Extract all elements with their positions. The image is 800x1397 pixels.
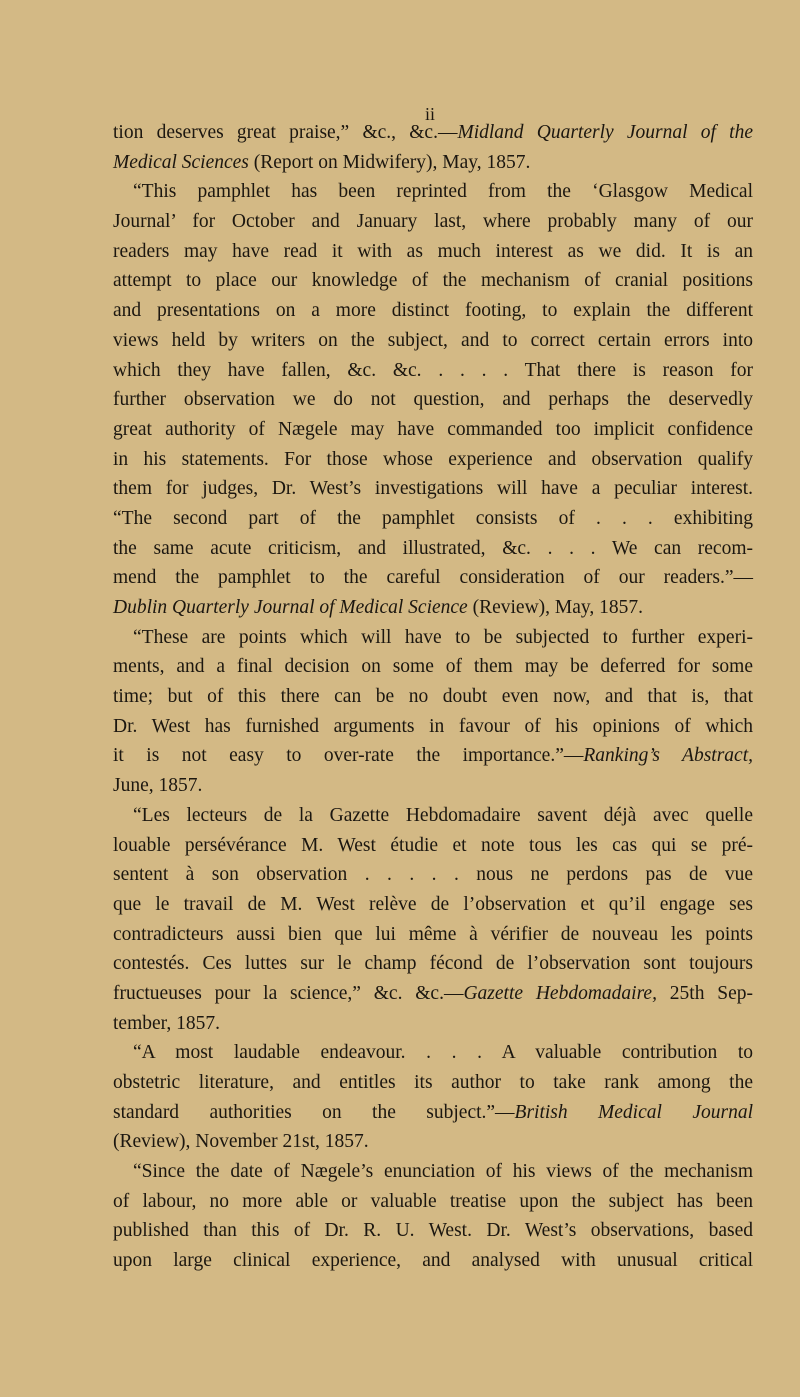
page-number: ii (424, 104, 435, 124)
line-text: attempt to place our knowledge of the mechanism of cranial positions (113, 270, 753, 292)
line-text: which they have fallen, &c. &c. . . . . That there is reason for (113, 359, 753, 381)
line-text: published than this of Dr. R. U. West. Dr. West’s observations, based (113, 1220, 753, 1242)
citation-text: Medical Sciences (113, 151, 249, 173)
citation-text: Ranking’s Abstract, (583, 745, 753, 767)
line-text: standard authorities on the subject.”— (113, 1101, 515, 1123)
line-text: contestés. Ces luttes sur le champ fécond de l’observation sont toujours (113, 953, 753, 975)
line-text: fructueuses pour la science,” &c. &c.— (113, 982, 464, 1004)
text-line (113, 237, 753, 267)
text-line (113, 1157, 753, 1187)
body-text (113, 118, 753, 1276)
text-line (113, 831, 753, 861)
text-line (113, 177, 753, 207)
citation-text: Gazette Hebdomadaire, (463, 982, 657, 1004)
text-line (113, 949, 753, 979)
citation-text: Dublin Quarterly Journal of Medical Science (113, 597, 468, 618)
text-line (113, 801, 753, 831)
line-text: further observation we do not question, and perhaps the deservedly (113, 389, 753, 411)
line-text: sentent à son observation . . . . . nous ne perdons pas de vue (113, 864, 753, 886)
text-line (113, 207, 753, 237)
text-line (113, 741, 753, 771)
line-text: (Review), May, 1857. (467, 597, 643, 618)
line-text: obstetric literature, and entitles its author to take rank among the (113, 1072, 753, 1093)
citation-text: Midland Quarterly Journal of the (457, 122, 753, 143)
line-text: upon large clinical experience, and analysed with unusual critical (113, 1250, 753, 1272)
line-text: ments, and a final decision on some of them may be deferred for some (113, 656, 753, 678)
text-line (113, 534, 753, 564)
text-line (113, 712, 753, 742)
text-line (113, 1216, 753, 1246)
text-line (113, 652, 753, 682)
text-line (113, 771, 753, 801)
line-text: tion deserves great praise,” &c., &c.— (113, 122, 458, 143)
text-line (113, 593, 753, 623)
line-text: (Review), November 21st, 1857. (113, 1131, 369, 1153)
line-text: in his statements. For those whose experience and observation qualify (113, 448, 753, 470)
citation-text: British Medical Journal (514, 1101, 753, 1123)
text-line (113, 1127, 753, 1157)
line-text: mend the pamphlet to the careful consideration of our readers.”— (113, 567, 753, 589)
text-line (113, 1009, 753, 1039)
text-line (113, 445, 753, 475)
line-text: “Les lecteurs de la Gazette Hebdomadaire savent déjà avec quelle (133, 804, 753, 826)
text-line (113, 504, 753, 534)
text-line (113, 860, 753, 890)
text-line (113, 148, 753, 178)
line-text: it is not easy to over-rate the importance.”— (113, 745, 584, 767)
line-text: of labour, no more able or valuable treatise upon the subject has been (113, 1190, 753, 1212)
text-line (113, 682, 753, 712)
line-text: views held by writers on the subject, and to correct certain errors into (113, 329, 753, 351)
text-line (113, 623, 753, 653)
line-text: Journal’ for October and January last, where probably many of our (113, 211, 753, 233)
text-line (113, 356, 753, 386)
line-text: louable persévérance M. West étudie et note tous les cas qui se pré- (113, 834, 753, 856)
text-line (113, 474, 753, 504)
text-line (113, 118, 753, 148)
line-text: que le travail de M. West relève de l’observation et qu’il engage ses (113, 893, 753, 915)
line-text: Dr. West has furnished arguments in favour of his opinions of which (113, 715, 753, 737)
text-line (113, 1038, 753, 1068)
line-text: “A most laudable endeavour. . . . A valuable contribution to (133, 1042, 753, 1064)
line-text: and presentations on a more distinct footing, to explain the different (113, 300, 753, 322)
line-text: great authority of Nægele may have commanded too implicit confidence (113, 418, 753, 440)
text-line (113, 1098, 753, 1128)
text-line (113, 266, 753, 296)
line-text: June, 1857. (113, 775, 203, 797)
text-line (113, 1187, 753, 1217)
text-line (113, 563, 753, 593)
line-text: “These are points which will have to be subjected to further experi- (133, 626, 753, 648)
text-line (113, 296, 753, 326)
text-line (113, 1068, 753, 1098)
text-line (113, 326, 753, 356)
line-text: (Report on Midwifery), May, 1857. (248, 151, 531, 173)
line-text: readers may have read it with as much interest as we did. It is an (113, 240, 753, 262)
text-line (113, 415, 753, 445)
line-text: them for judges, Dr. West’s investigations will have a peculiar interest. (113, 478, 753, 500)
text-line (113, 890, 753, 920)
line-text: time; but of this there can be no doubt even now, and that is, that (113, 686, 753, 708)
line-text: “Since the date of Nægele’s enunciation of his views of the mechanism (133, 1161, 753, 1183)
text-line (113, 1246, 753, 1276)
line-text: tember, 1857. (113, 1012, 220, 1034)
line-text: the same acute criticism, and illustrated, &c. . . . We can recom- (113, 537, 753, 559)
text-line (113, 385, 753, 415)
line-text: “This pamphlet has been reprinted from the ‘Glasgow Medical (133, 181, 753, 203)
text-line (113, 920, 753, 950)
line-text: “The second part of the pamphlet consists of . . . exhibiting (113, 507, 753, 529)
line-text: contradicteurs aussi bien que lui même à vérifier de nouveau les points (113, 923, 753, 945)
text-line (113, 979, 753, 1009)
line-text: 25th Sep- (656, 982, 753, 1004)
